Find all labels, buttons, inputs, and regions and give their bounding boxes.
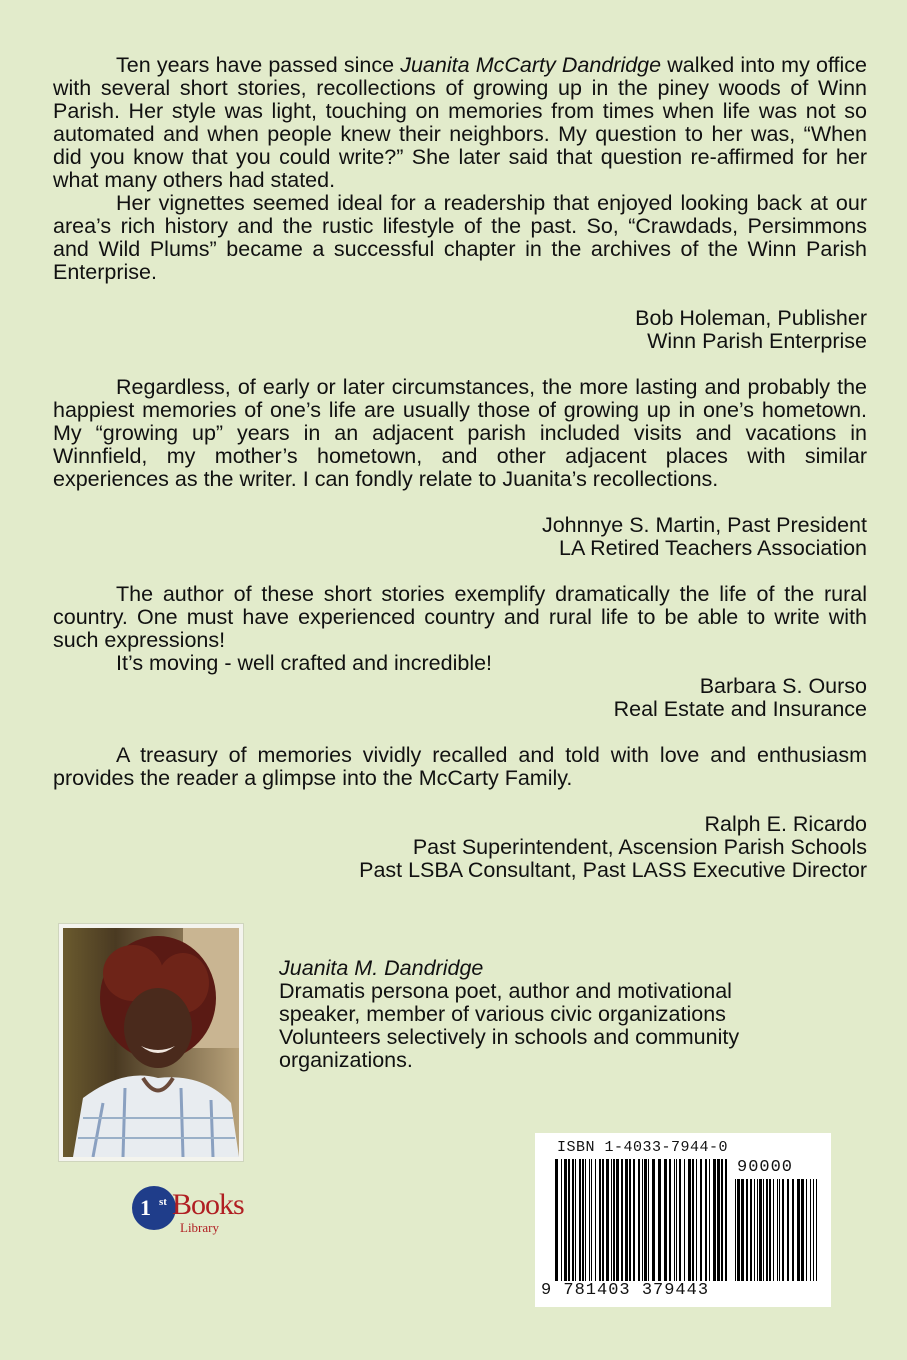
- barcode-bar: [705, 1159, 707, 1281]
- endorsements: [53, 54, 867, 882]
- barcode-bar: [757, 1179, 758, 1281]
- barcode-bar: [561, 1159, 562, 1281]
- barcode-bar: [676, 1159, 677, 1281]
- endorsement-2-paragraph-1: Regardless, of early or later circumstances, the more lasting and probably the happiest memories of one’s life are usually those of growing up in one’s hometown. My “growing up” years in an adjacent parish included visits and vacations in Winnfield, my mother’s hometown, and other adjacent places with similar experiences as the writer. I can fondly relate to Juanita’s recollections.: [53, 375, 867, 491]
- barcode-bar: [816, 1179, 817, 1281]
- barcode-bar: [606, 1159, 609, 1281]
- barcode-bar: [572, 1159, 574, 1281]
- barcode-bar: [806, 1179, 807, 1281]
- endorsement-3-paragraph-1: The author of these short stories exemplify dramatically the life of the rural country. One must have experienced country and rural life to be able to write with such expressions!: [53, 582, 867, 652]
- author-portrait-image: [63, 928, 239, 1157]
- barcode-bar: [629, 1159, 631, 1281]
- publisher-logo: 1 st Books Library: [132, 1178, 272, 1248]
- barcode-bar: [721, 1159, 723, 1281]
- barcode-bar: [797, 1179, 800, 1281]
- endorsement-2-attribution: Johnnye S. Martin, Past President LA Retired Teachers Association: [541, 513, 867, 560]
- barcode-bar: [674, 1159, 675, 1281]
- barcode-bar: [750, 1179, 752, 1281]
- barcode-bar: [773, 1179, 774, 1281]
- barcode-bar: [700, 1159, 702, 1281]
- barcode-bar: [602, 1159, 604, 1281]
- barcode-bar: [621, 1159, 623, 1281]
- author-photo: [59, 924, 243, 1161]
- barcode-bar: [696, 1159, 697, 1281]
- barcode-bar: [692, 1159, 694, 1281]
- addon-barcode-bars: [735, 1179, 817, 1281]
- barcode-bar: [616, 1159, 619, 1281]
- barcode-bar: [589, 1159, 590, 1281]
- barcode-bar: [652, 1159, 655, 1281]
- barcode-bar: [625, 1159, 628, 1281]
- endorsement-1-paragraph-2: Her vignettes seemed ideal for a readership that enjoyed looking back at our area’s rich history and the rustic lifestyle of the past. So, “Crawdads, Persimmons and Wild Plums” became a successful chapter in the archives of the Winn Parish Enterprise.: [53, 191, 867, 284]
- barcode-bar: [591, 1159, 592, 1281]
- barcode-bar: [810, 1179, 811, 1281]
- barcode-bar: [779, 1179, 780, 1281]
- barcode-bar: [642, 1159, 643, 1281]
- barcode-bar: [633, 1159, 635, 1281]
- barcode-bar: [713, 1159, 716, 1281]
- barcode-bar: [611, 1159, 612, 1281]
- endorsement-4-attribution: Ralph E. Ricardo Past Superintendent, Ascension Parish Schools Past LSBA Consultant, Past LASS Executive Director: [359, 812, 867, 882]
- barcode-bar: [585, 1159, 586, 1281]
- ean-barcode-bars: [555, 1159, 727, 1281]
- endorsement-3-attribution: Barbara S. Ourso Real Estate and Insurance: [613, 674, 867, 721]
- barcode-bar: [787, 1179, 789, 1281]
- endorsement-3-paragraph-2: It’s moving - well crafted and incredible!: [116, 651, 493, 675]
- barcode-bar: [688, 1159, 691, 1281]
- endorsement-4-paragraph-1: A treasury of memories vividly recalled and told with love and enthusiasm provides the reader a glimpse into the McCarty Family.: [53, 743, 867, 790]
- barcode-bar: [658, 1159, 661, 1281]
- barcode-bar: [638, 1159, 640, 1281]
- barcode-bar: [644, 1159, 647, 1281]
- endorsement-1-paragraph-1: Ten years have passed since Juanita McCarty Dandridge walked into my office with several short stories, recollections of growing up in the piney woods of Winn Parish. Her style was light, touching on memories from times when life was not so automated and when people knew their neighbors. My question to her was, “When did you know that you could write?” She later said that question re-affirmed for her what many others had stated.: [53, 53, 867, 192]
- author-bio-line: Dramatis persona poet, author and motivational: [279, 979, 732, 1003]
- logo-circle: [132, 1186, 176, 1230]
- endorsement-1-attribution: Bob Holeman, Publisher Winn Parish Enterprise: [635, 306, 867, 353]
- barcode-bar: [766, 1179, 768, 1281]
- author-bio-line: Volunteers selectively in schools and community: [279, 1025, 740, 1049]
- barcode-bar: [759, 1179, 762, 1281]
- barcode-bar: [575, 1159, 576, 1281]
- author-bio-line: organizations.: [279, 1048, 413, 1072]
- barcode-bar: [777, 1179, 778, 1281]
- barcode-bar: [813, 1179, 814, 1281]
- barcode-bar: [735, 1179, 736, 1281]
- author-bio: [279, 957, 809, 1072]
- author-bio-name: Juanita M. Dandridge: [279, 956, 484, 980]
- barcode-bar: [684, 1159, 685, 1281]
- barcode-bar: [648, 1159, 649, 1281]
- barcode-bar: [717, 1159, 720, 1281]
- author-bio-line: speaker, member of various civic organizations: [279, 1002, 726, 1026]
- barcode-bar: [595, 1159, 596, 1281]
- barcode-bar: [746, 1179, 748, 1281]
- barcode-bar: [613, 1159, 615, 1281]
- barcode-bar: [769, 1179, 771, 1281]
- barcode-bar: [579, 1159, 581, 1281]
- barcode-bar: [737, 1179, 740, 1281]
- barcode-bar: [568, 1159, 570, 1281]
- barcode-bar: [754, 1179, 755, 1281]
- barcode-bar: [555, 1159, 558, 1281]
- barcode-bar: [801, 1179, 804, 1281]
- isbn-label: ISBN 1-4033-7944-0: [557, 1139, 729, 1156]
- barcode-bar: [741, 1179, 744, 1281]
- isbn-barcode: [535, 1133, 831, 1307]
- barcode-bar: [582, 1159, 584, 1281]
- barcode-bar: [792, 1179, 794, 1281]
- barcode-bar: [599, 1159, 601, 1281]
- barcode-bar: [664, 1159, 667, 1281]
- barcode-bar: [709, 1159, 710, 1281]
- price-code: 90000: [737, 1158, 794, 1177]
- author-name-inline: Juanita McCarty Dandridge: [400, 53, 662, 77]
- barcode-bar: [763, 1179, 764, 1281]
- barcode-bar: [669, 1159, 671, 1281]
- barcode-bar: [564, 1159, 567, 1281]
- ean-digits: 9 781403 379443: [541, 1281, 710, 1300]
- barcode-bar: [782, 1179, 784, 1281]
- barcode-bar: [679, 1159, 681, 1281]
- barcode-bar: [725, 1159, 727, 1281]
